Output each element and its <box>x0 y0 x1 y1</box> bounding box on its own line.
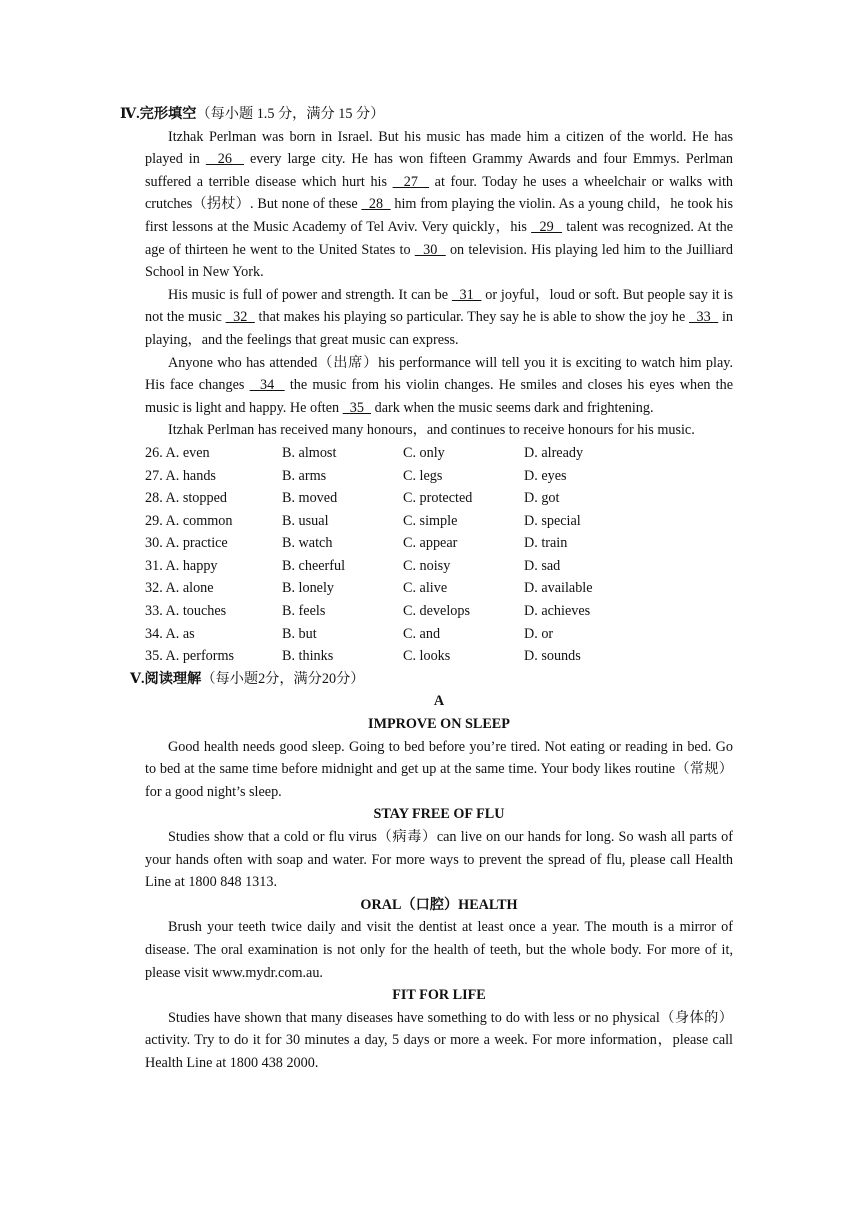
option-row-33 <box>145 600 733 623</box>
block-heading-flu: STAY FREE OF FLU <box>373 806 505 823</box>
option-b: B. usual <box>282 512 329 529</box>
option-c: C. and <box>403 625 441 642</box>
option-c: C. only <box>403 444 445 461</box>
options-list <box>145 442 733 668</box>
blank-26: 26 <box>205 151 244 168</box>
option-c: C. looks <box>403 648 451 665</box>
option-c: C. appear <box>403 535 458 552</box>
option-b: B. but <box>282 625 317 642</box>
blank-35: 35 <box>342 399 372 416</box>
cloze-paragraph-2: His music is full of power and strength. It can be 31 or joyful，loud or soft. But people say it is not the music 32 that makes his playing so particular. They say he is able to show the joy he 33 in playing，and the feelings that great music can express. <box>145 286 734 348</box>
passage-label: A <box>433 693 445 710</box>
blank-31: 31 <box>451 286 482 303</box>
blank-28: 28 <box>361 196 391 213</box>
cloze-paragraph-1: Itzhak Perlman was born in Israel. But his music has made him a citizen of the world. He has played in 26 every large city. He has won fifteen Grammy Awards and four Emmys. Perlman suffered a terrible disease which hurt his 27 at four. Today he uses a wheelchair or walks with crutches（拐杖）. But none of these 28 him from playing the violin. As a young child，he took his first lessons at the Music Academy of Tel Aviv. Very quickly，his 29 talent was recognized. At the age of thirteen he went to the United States to 30 on television. His playing led him to the Juilliard School in New York. <box>145 128 734 281</box>
option-d: D. achieves <box>524 603 591 620</box>
option-b: B. almost <box>282 444 337 461</box>
blank-32: 32 <box>225 309 255 326</box>
block-text-oral: Brush your teeth twice daily and visit the dentist at least once a year. The mouth is a mirror of disease. The oral examination is not only for the health of teeth, but the whole body. For more of it, please visit www.mydr.com.au. <box>145 919 733 981</box>
option-b: B. lonely <box>282 580 335 597</box>
option-d: D. train <box>524 535 568 552</box>
option-a: 29. A. common <box>145 512 233 529</box>
block-text-fit: Studies have shown that many diseases have something to do with less or no physical（身体的）activity. Try to do it for 30 minutes a day, 5 days or more a week. For more information，please call Health Line at 1800 438 2000. <box>145 1009 733 1071</box>
cloze-paragraph-3: Anyone who has attended（出席）his performance will tell you it is exciting to watch him play. His face changes 34 the music from his violin changes. He smiles and closes his eyes when the music is light and happy. He often 35 dark when the music seems dark and frightening. <box>145 354 734 416</box>
option-d: D. sad <box>524 557 561 574</box>
page-content <box>120 103 734 1075</box>
option-d: D. or <box>524 625 554 642</box>
block-text-flu: Studies show that a cold or flu virus（病毒）can live on our hands for long. So wash all parts of your hands often with soap and water. For more ways to prevent the spread of flu, please call Health Line at 1800 848 1313. <box>145 829 733 891</box>
block-text-sleep: Good health needs good sleep. Going to bed before you’re tired. Not eating or reading in bed. Go to bed at the same time before midnight and get up at the same time. Your body likes routine（常规）for a good night’s sleep. <box>145 738 733 800</box>
option-c: C. protected <box>403 490 473 507</box>
option-a: 34. A. as <box>145 625 195 642</box>
option-a: 32. A. alone <box>145 580 214 597</box>
section5-note: （每小题2分，满分20分） <box>201 670 365 687</box>
block-heading-sleep: IMPROVE ON SLEEP <box>368 716 510 733</box>
option-row-31 <box>145 555 733 578</box>
option-row-30 <box>145 532 733 555</box>
blank-33: 33 <box>689 309 719 326</box>
option-row-35 <box>145 645 733 668</box>
option-row-28 <box>145 487 733 510</box>
blank-34: 34 <box>249 377 285 394</box>
option-b: B. watch <box>282 535 333 552</box>
option-a: 28. A. stopped <box>145 490 227 507</box>
option-row-26 <box>145 442 733 465</box>
option-row-32 <box>145 577 733 600</box>
option-row-27 <box>145 465 733 488</box>
option-c: C. legs <box>403 467 443 484</box>
option-d: D. special <box>524 512 581 529</box>
option-b: B. arms <box>282 467 327 484</box>
option-a: 31. A. happy <box>145 557 218 574</box>
block-heading-fit: FIT FOR LIFE <box>392 987 486 1004</box>
option-b: B. feels <box>282 603 326 620</box>
section4-title: Ⅳ.完形填空（每小题 1.5 分，满分 15 分） <box>120 106 385 122</box>
option-d: D. got <box>524 490 560 507</box>
option-row-34 <box>145 623 733 646</box>
option-b: B. moved <box>282 490 338 507</box>
option-c: C. develops <box>403 603 470 620</box>
option-a: 27. A. hands <box>145 467 216 484</box>
option-b: B. cheerful <box>282 557 346 574</box>
section5-title: Ⅴ.阅读理解（每小题2分，满分20分） <box>130 670 365 687</box>
option-c: C. noisy <box>403 557 451 574</box>
option-c: C. simple <box>403 512 458 529</box>
option-d: D. already <box>524 444 584 461</box>
option-a: 35. A. performs <box>145 648 235 665</box>
cloze-paragraph-4: Itzhak Perlman has received many honours，and continues to receive honours for his music. <box>168 422 695 439</box>
option-d: D. eyes <box>524 467 567 484</box>
option-a: 30. A. practice <box>145 535 228 552</box>
section4-note: （每小题 1.5 分，满分 15 分） <box>196 106 385 122</box>
option-d: D. sounds <box>524 648 581 665</box>
option-a: 33. A. touches <box>145 603 227 620</box>
blank-30: 30 <box>414 241 446 258</box>
blank-29: 29 <box>531 218 563 235</box>
blank-27: 27 <box>392 173 430 190</box>
option-d: D. available <box>524 580 593 597</box>
option-c: C. alive <box>403 580 448 597</box>
option-b: B. thinks <box>282 648 334 665</box>
option-a: 26. A. even <box>145 444 210 461</box>
option-row-29 <box>145 510 733 533</box>
block-heading-oral: ORAL（口腔）HEALTH <box>360 896 518 913</box>
